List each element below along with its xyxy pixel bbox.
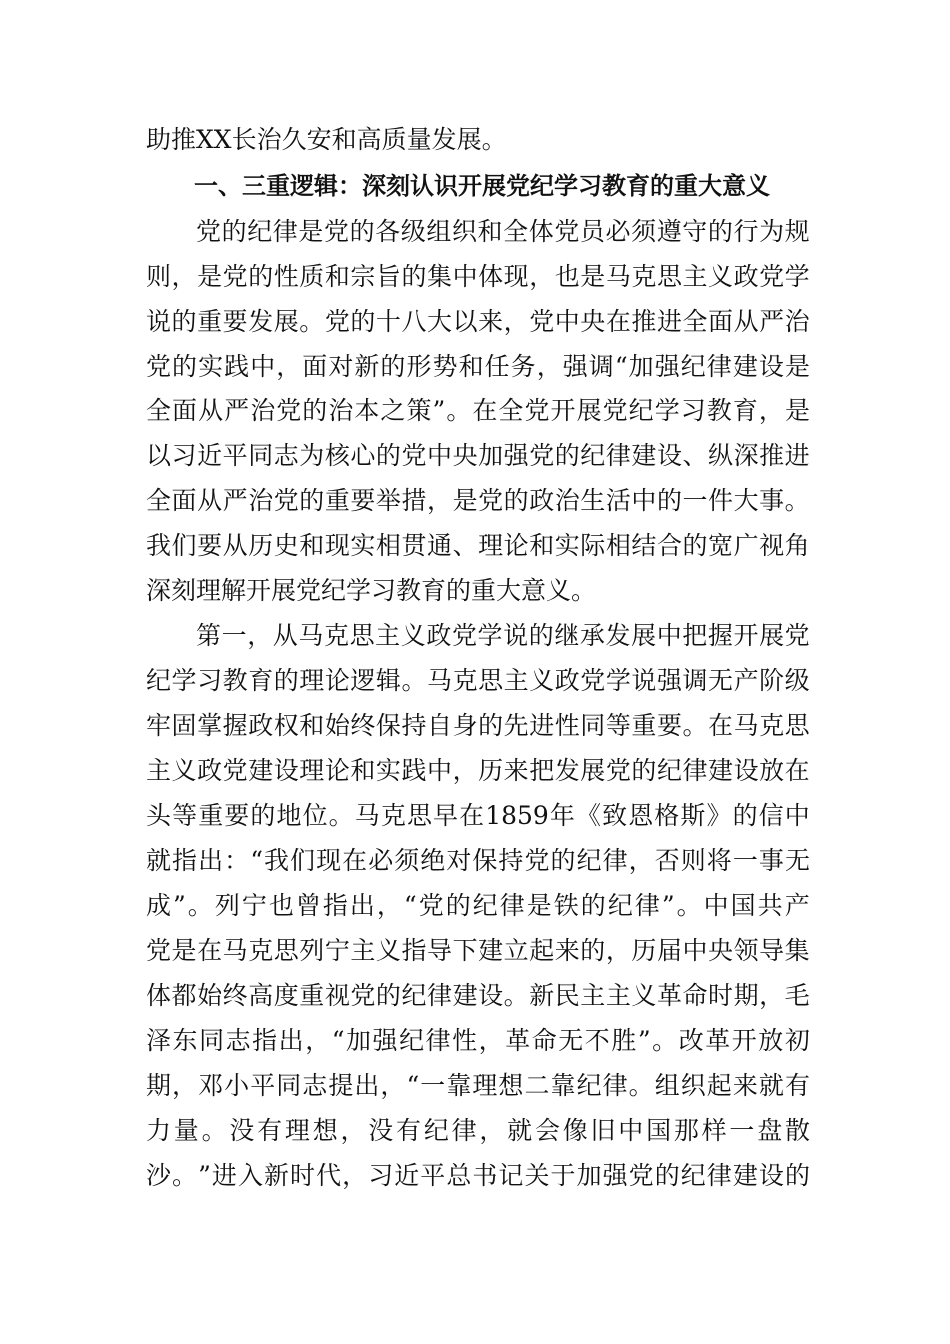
text-line: 以 习 近 平 同 志 为 核 心 的 党 中 央 加 强 党 的 纪 律 建 设 、 纵 深 推 进: [146, 441, 810, 470]
text-line: 则 ， 是 党 的 性 质 和 宗 旨 的 集 中 体 现 ， 也 是 马 克 思 主 义 政 党 学: [146, 262, 810, 291]
text-line: 党 的 实 践 中 ， 面 对 新 的 形 势 和 任 务 ， 强 调 “ 加 强 纪 律 建 设 是: [146, 352, 810, 381]
text-line: 泽 东 同 志 指 出 ， “ 加 强 纪 律 性 ， 革 命 无 不 胜 ” 。 改 革 开 放 初: [146, 1026, 810, 1055]
text-line: 期 ， 邓 小 平 同 志 提 出 ， “ 一 靠 理 想 二 靠 纪 律 。 组 织 起 来 就 有: [146, 1071, 810, 1100]
text-line: 全 面 从 严 治 党 的 治 本 之 策 ” 。 在 全 党 开 展 党 纪 学 习 教 育 ， 是: [146, 396, 810, 425]
text-line: 助推XX长治久安和高质量发展。: [146, 125, 507, 154]
text-line: 就 指 出 ： “ 我 们 现 在 必 须 绝 对 保 持 党 的 纪 律 ， 否 则 将 一 事 无: [146, 846, 810, 875]
text-line: 纪 学 习 教 育 的 理 论 逻 辑 。 马 克 思 主 义 政 党 学 说 强 调 无 产 阶 级: [146, 666, 810, 695]
text-line: 全 面 从 严 治 党 的 重 要 举 措 ， 是 党 的 政 治 生 活 中 的 一 件 大 事 。: [146, 486, 810, 515]
text-line: 说 的 重 要 发 展 。 党 的 十 八 大 以 来 ， 党 中 央 在 推 进 全 面 从 严 治: [146, 307, 810, 336]
text-line: 牢 固 掌 握 政 权 和 始 终 保 持 自 身 的 先 进 性 同 等 重 要 。 在 马 克 思: [146, 711, 810, 740]
text-line: 力 量 。 没 有 理 想 ， 没 有 纪 律 ， 就 会 像 旧 中 国 那 样 一 盘 散: [146, 1116, 810, 1145]
text-line: 深刻理解开展党纪学习教育的重大意义。: [146, 576, 597, 605]
text-line: 主 义 政 党 建 设 理 论 和 实 践 中 ， 历 来 把 发 展 党 的 纪 律 建 设 放 在: [146, 756, 810, 785]
text-line: 党 是 在 马 克 思 列 宁 主 义 指 导 下 建 立 起 来 的 ， 历 届 中 央 领 导 集: [146, 936, 810, 965]
text-line: 体 都 始 终 高 度 重 视 党 的 纪 律 建 设 。 新 民 主 主 义 革 命 时 期 ， 毛: [146, 981, 810, 1010]
text-line: 我 们 要 从 历 史 和 现 实 相 贯 通 、 理 论 和 实 际 相 结 合 的 宽 广 视 角: [146, 531, 810, 560]
paragraph-first-line: 第 一 ， 从 马 克 思 主 义 政 党 学 说 的 继 承 发 展 中 把 握 开 展 党: [196, 621, 810, 650]
text-line: 成 ” 。 列 宁 也 曾 指 出 ， “ 党 的 纪 律 是 铁 的 纪 律 ” 。 中 国 共 产: [146, 891, 810, 920]
text-line: 头 等 重 要 的 地 位 。 马 克 思 早 在 1859 年 《 致 恩 格 斯 》 的 信 中: [146, 801, 810, 830]
section-heading: 一、三重逻辑：深刻认识开展党纪学习教育的重大意义: [194, 172, 770, 200]
text-line: 沙 。 ” 进 入 新 时 代 ， 习 近 平 总 书 记 关 于 加 强 党 的 纪 律 建 设 的: [146, 1161, 810, 1190]
paragraph-first-line: 党 的 纪 律 是 党 的 各 级 组 织 和 全 体 党 员 必 须 遵 守 的 行 为 规: [196, 217, 810, 246]
